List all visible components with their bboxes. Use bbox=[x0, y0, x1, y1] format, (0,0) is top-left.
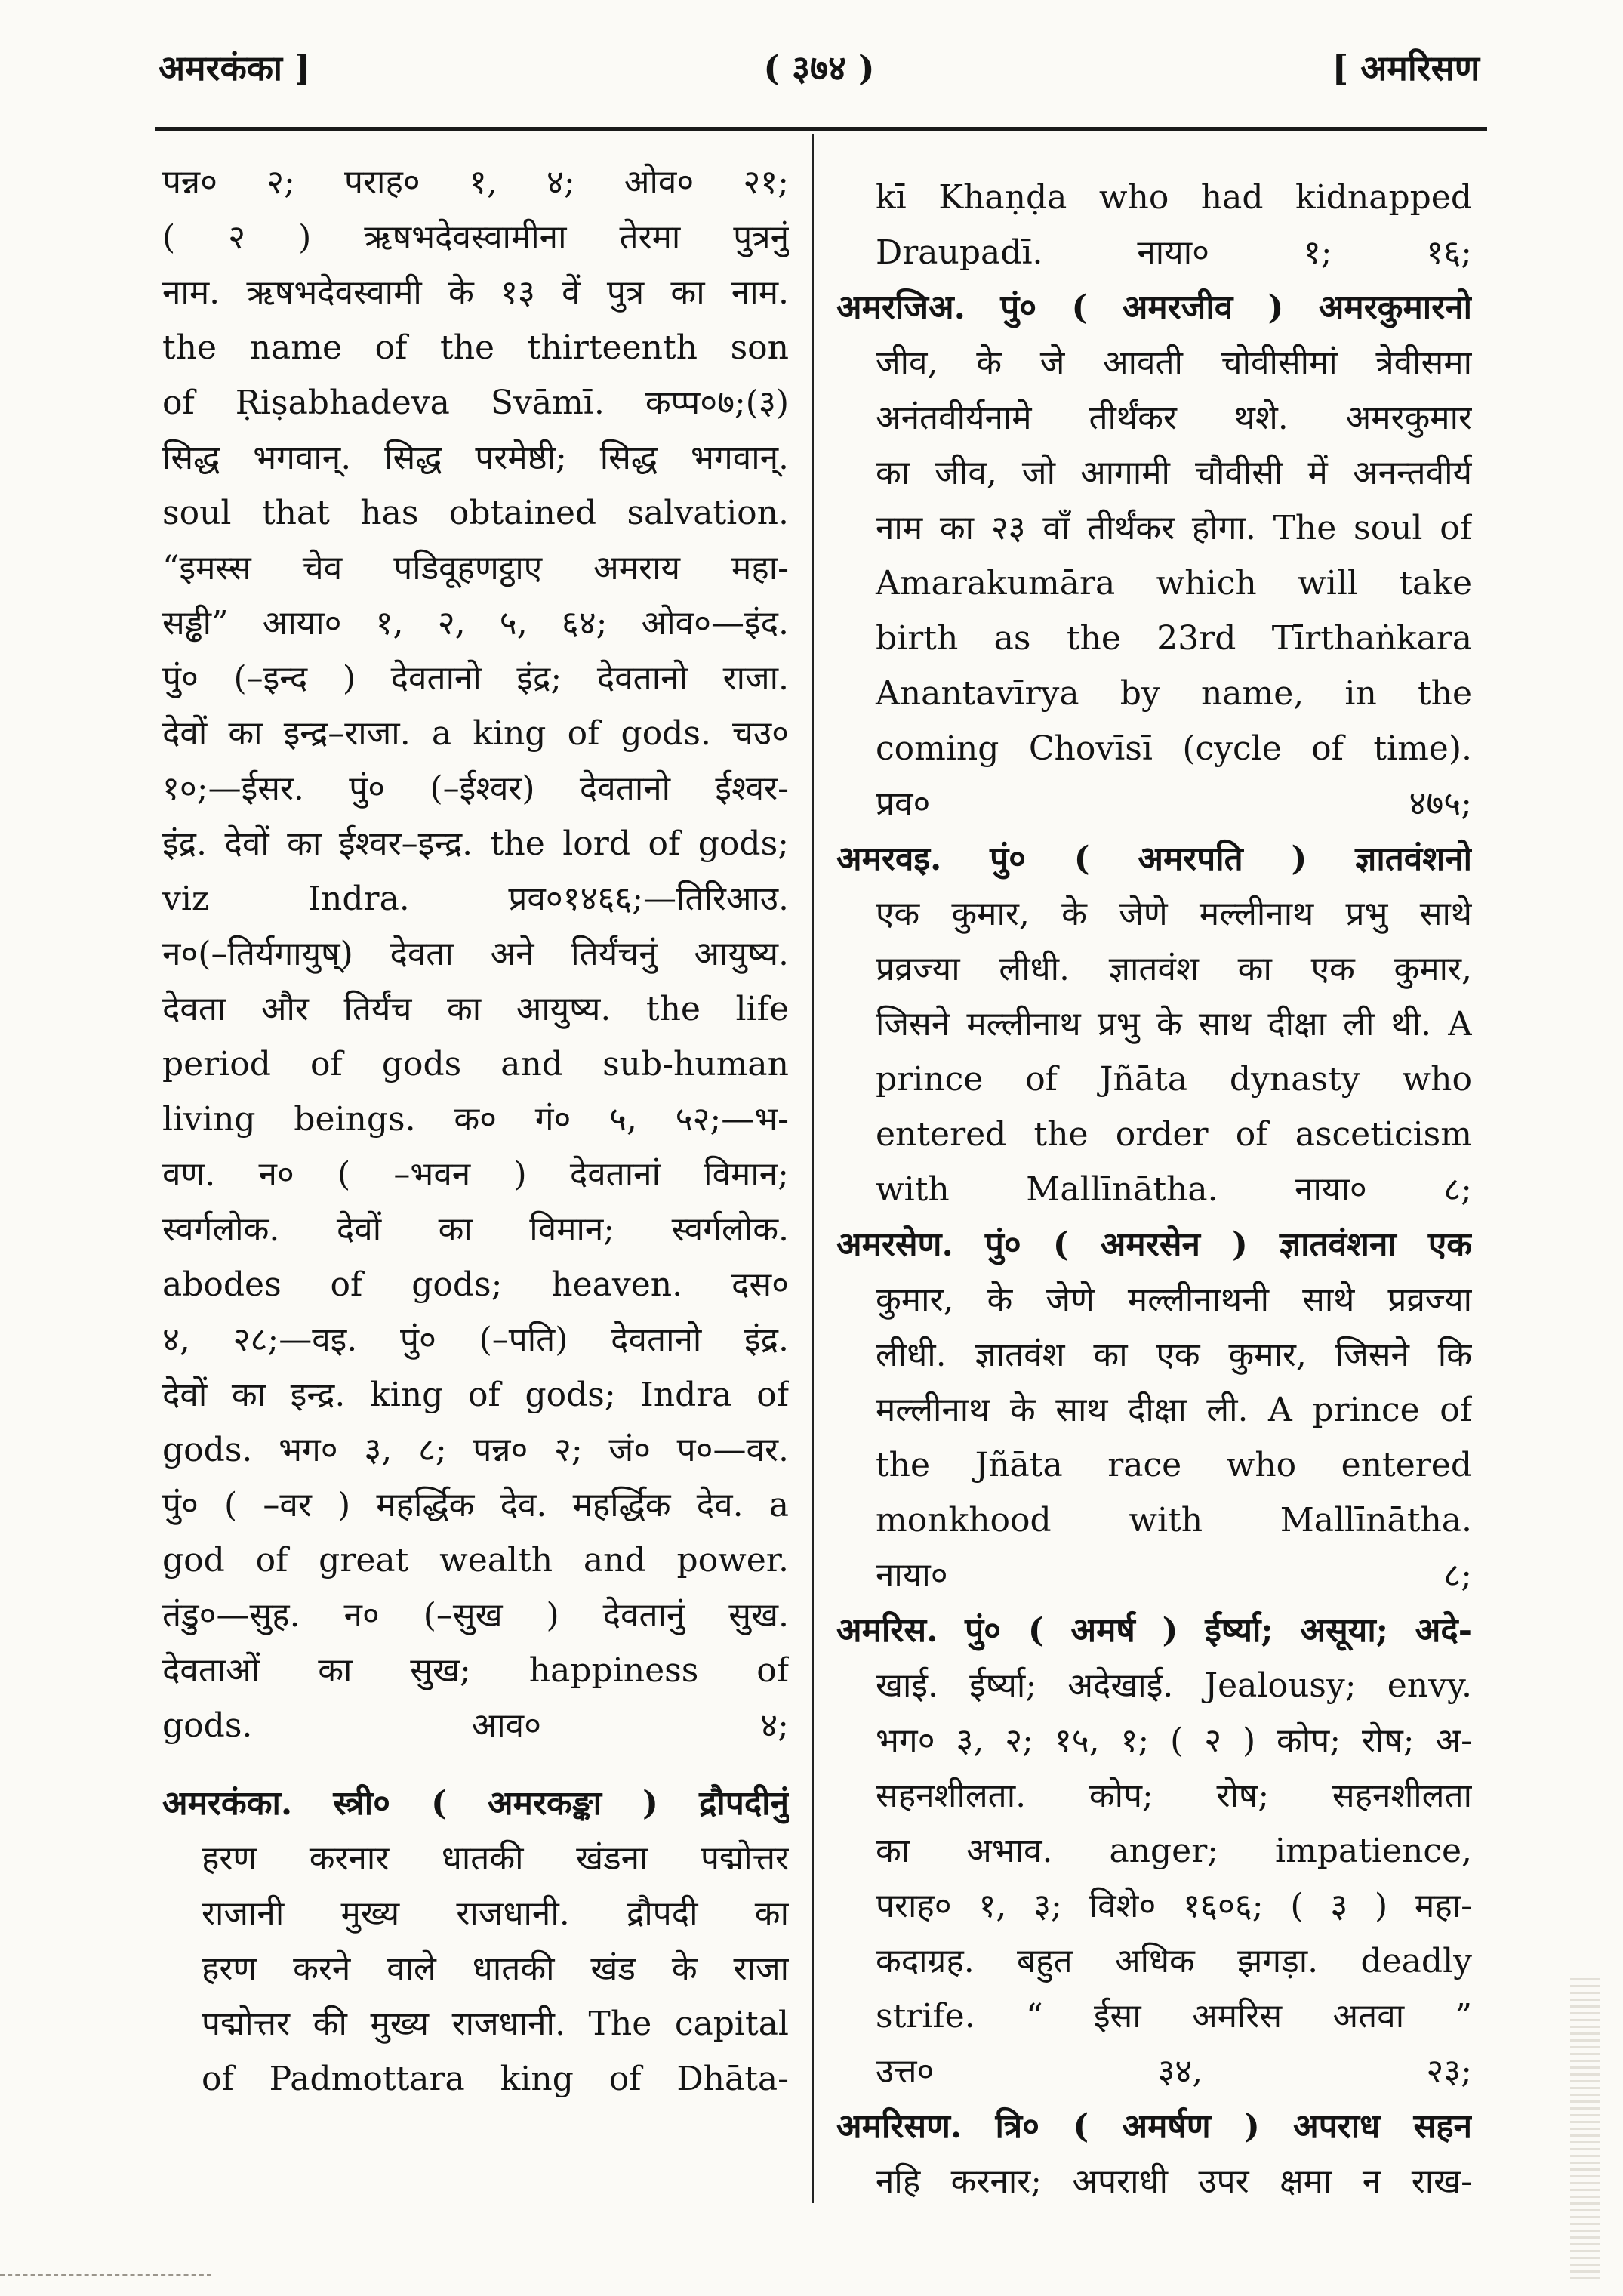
headword-amarajia: अमरजिअ. पुं० ( अमरजीव ) अमरकुमारनो bbox=[836, 288, 1472, 327]
entry-line: देवताओं का सुख; happiness of bbox=[162, 1651, 789, 1690]
entry-line: जीव, के जे आवती चोवीसीमां त्रेवीसमा bbox=[876, 344, 1472, 382]
entry-line: सड्ढी” आया० १, २, ५, ६४; ओव०—इंद. bbox=[162, 604, 789, 643]
header-right-guideword: [ अमरिसण bbox=[1332, 48, 1480, 88]
entry-line: “इमस्स चेव पडिवूहणट्ठाए अमराय महा- bbox=[162, 549, 789, 587]
entry-line: monkhood with Mallīnātha. bbox=[876, 1501, 1472, 1539]
entry-line: नाम का २३ वाँ तीर्थंकर होगा. The soul of bbox=[876, 509, 1472, 547]
entry-line: abodes of gods; heaven. दस० bbox=[162, 1265, 789, 1304]
entry-line: जिसने मल्लीनाथ प्रभु के साथ दीक्षा ली थी. A bbox=[876, 1005, 1472, 1043]
entry-line: सहनशीलता. कोप; रोष; सहनशीलता bbox=[876, 1777, 1472, 1815]
entry-line: मल्लीनाथ के साथ दीक्षा ली. A prince of bbox=[876, 1391, 1472, 1429]
entry-line: कदाग्रह. बहुत अधिक झगड़ा. deadly bbox=[876, 1942, 1472, 1980]
headword-amarisana: अमरिसण. त्रि० ( अमर्षण ) अपराध सहन bbox=[836, 2107, 1472, 2146]
entry-line: of Ṛiṣabhadeva Svāmī. कप्प०७;(३) bbox=[162, 384, 789, 422]
headword-amarakanka: अमरकंका. स्त्री० ( अमरकङ्का ) द्रौपदीनुं bbox=[162, 1784, 789, 1823]
entry-line: kī Khaṇḍa who had kidnapped bbox=[876, 178, 1472, 217]
headword-amarasena: अमरसेण. पुं० ( अमरसेन ) ज्ञातवंशना एक bbox=[836, 1225, 1472, 1264]
entry-line: viz Indra. प्रव०१४६६;—तिरिआउ. bbox=[162, 880, 789, 918]
entry-line: अनंतवीर्यनामे तीर्थंकर थशे. अमरकुमार bbox=[876, 399, 1472, 437]
entry-line: period of gods and sub-human bbox=[162, 1045, 789, 1083]
entry-line: एक कुमार, के जेणे मल्लीनाथ प्रभु साथे bbox=[876, 895, 1472, 933]
entry-line: gods. भग० ३, ८; पन्न० २; जं० प०—वर. bbox=[162, 1431, 789, 1469]
entry-line: कुमार, के जेणे मल्लीनाथनी साथे प्रव्रज्या bbox=[876, 1281, 1472, 1319]
entry-line: प्रव्रज्या लीधी. ज्ञातवंश का एक कुमार, bbox=[876, 950, 1472, 988]
entry-line: का अभाव. anger; impatience, bbox=[876, 1832, 1472, 1870]
entry-line: का जीव, जो आगामी चौवीसी में अनन्तवीर्य bbox=[876, 454, 1472, 492]
entry-line: प्रव० ४७५; bbox=[876, 784, 1472, 823]
entry-line: soul that has obtained salvation. bbox=[162, 494, 789, 532]
page-header bbox=[159, 39, 1480, 107]
entry-line: Anantavīrya by name, in the bbox=[876, 674, 1472, 713]
entry-line: पद्मोत्तर की मुख्य राजधानी. The capital bbox=[202, 2005, 789, 2043]
entry-line: ४, २८;—वइ. पुं० (–पति) देवतानो इंद्र. bbox=[162, 1321, 789, 1359]
headword-amaravai: अमरवइ. पुं० ( अमरपति ) ज्ञातवंशनो bbox=[836, 840, 1472, 878]
entry-line: राजानी मुख्य राजधानी. द्रौपदी का bbox=[202, 1894, 789, 1933]
entry-line: of Padmottara king of Dhāta- bbox=[202, 2060, 789, 2098]
entry-line: with Mallīnātha. नाया० ८; bbox=[876, 1170, 1472, 1209]
entry-line: entered the order of asceticism bbox=[876, 1115, 1472, 1154]
entry-line: नाया० ८; bbox=[876, 1556, 1472, 1595]
entry-line: strife. “ ईसा अमरिस अतवा ” bbox=[876, 1997, 1472, 2036]
entry-line: १०;—ईसर. पुं० (–ईश्वर) देवतानो ईश्वर- bbox=[162, 769, 789, 808]
entry-line: नाम. ऋषभदेवस्वामी के १३ वें पुत्र का नाम. bbox=[162, 273, 789, 312]
left-column bbox=[162, 155, 789, 2106]
entry-line: prince of Jñāta dynasty who bbox=[876, 1060, 1472, 1099]
scan-edge-noise bbox=[1570, 1978, 1600, 2280]
entry-line: हरण करनार धातकी खंडना पद्मोत्तर bbox=[202, 1839, 789, 1878]
entry-line: the name of the thirteenth son bbox=[162, 328, 789, 367]
bottom-edge-mark bbox=[0, 2274, 211, 2276]
entry-line: भग० ३, २; १५, १; ( २ ) कोप; रोष; अ- bbox=[876, 1721, 1472, 1760]
entry-line: god of great wealth and power. bbox=[162, 1541, 789, 1579]
entry-line: उत्त० ३४, २३; bbox=[876, 2052, 1472, 2091]
entry-line: हरण करने वाले धातकी खंड के राजा bbox=[202, 1949, 789, 1988]
entry-line: सिद्ध भगवान्. सिद्ध परमेष्ठी; सिद्ध भगवान्. bbox=[162, 439, 789, 477]
header-left-guideword: अमरकंका ] bbox=[159, 48, 311, 88]
entry-line: न०(–तिर्यगायुष्) देवता अने तिर्यंचनुं आयुष्य. bbox=[162, 935, 789, 973]
entry-line: नहि करनार; अपराधी उपर क्षमा न राख- bbox=[876, 2162, 1472, 2201]
entry-line: खाई. ईर्ष्या; अदेखाई. Jealousy; envy. bbox=[876, 1666, 1472, 1705]
entry-line: इंद्र. देवों का ईश्वर–इन्द्र. the lord of gods; bbox=[162, 824, 789, 863]
entry-line: वण. न० ( –भवन ) देवतानां विमान; bbox=[162, 1155, 789, 1194]
entry-line: देवों का इन्द्र. king of gods; Indra of bbox=[162, 1376, 789, 1414]
entry-line: पुं० (–इन्द ) देवतानो इंद्र; देवतानो राजा. bbox=[162, 659, 789, 698]
column-divider bbox=[812, 134, 814, 2203]
headword-amarisa: अमरिस. पुं० ( अमर्ष ) ईर्ष्या; असूया; अदे- bbox=[836, 1611, 1472, 1650]
entry-line: ( २ ) ऋषभदेवस्वामीना तेरमा पुत्रनुं bbox=[162, 218, 789, 257]
entry-line: the Jñāta race who entered bbox=[876, 1446, 1472, 1484]
entry-line: Draupadī. नाया० १; १६; bbox=[876, 233, 1472, 272]
entry-line: पराह० १, ३; विशे० १६०६; ( ३ ) महा- bbox=[876, 1887, 1472, 1925]
entry-line: पन्न० २; पराह० १, ४; ओव० २१; bbox=[162, 163, 789, 202]
entry-line: gods. आव० ४; bbox=[162, 1706, 789, 1745]
page-number: ( ३७४ ) bbox=[763, 48, 875, 88]
entry-line: लीधी. ज्ञातवंश का एक कुमार, जिसने कि bbox=[876, 1336, 1472, 1374]
header-rule bbox=[155, 127, 1487, 131]
entry-line: स्वर्गलोक. देवों का विमान; स्वर्गलोक. bbox=[162, 1210, 789, 1249]
entry-line: पुं० ( –वर ) महर्द्धिक देव. महर्द्धिक देव. a bbox=[162, 1486, 789, 1524]
entry-line: living beings. क० गं० ५, ५२;—भ- bbox=[162, 1100, 789, 1139]
entry-line: तंडु०—सुह. न० (–सुख ) देवतानुं सुख. bbox=[162, 1596, 789, 1635]
entry-line: देवों का इन्द्र–राजा. a king of gods. चउ० bbox=[162, 714, 789, 753]
entry-line: देवता और तिर्यंच का आयुष्य. the life bbox=[162, 990, 789, 1028]
entry-line: birth as the 23rd Tīrthaṅkara bbox=[876, 619, 1472, 658]
right-column bbox=[836, 170, 1472, 2209]
entry-line: coming Chovīsī (cycle of time). bbox=[876, 729, 1472, 768]
entry-line: Amarakumāra which will take bbox=[876, 564, 1472, 603]
